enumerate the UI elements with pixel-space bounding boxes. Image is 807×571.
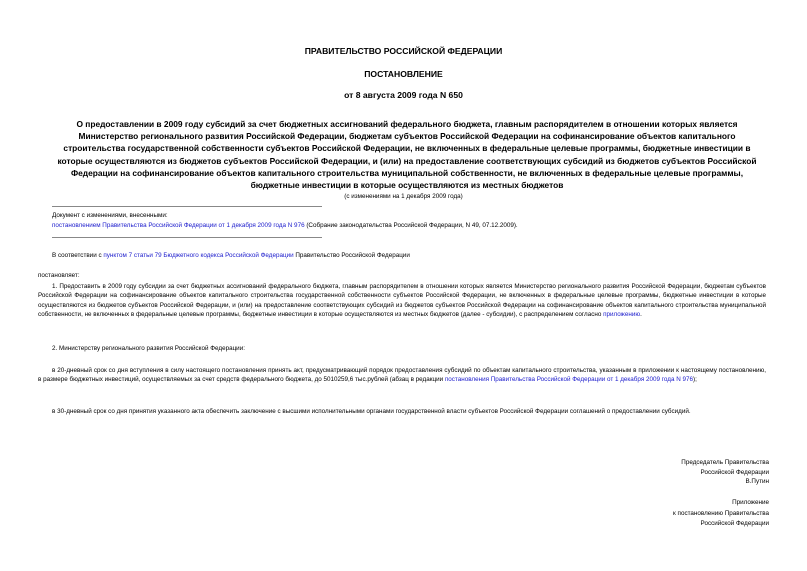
revision-note: (с изменениями на 1 декабря 2009 года): [344, 193, 463, 200]
item-2a-end: );: [693, 376, 697, 384]
appendix-heading: Приложение: [732, 499, 769, 506]
signature-block: [681, 458, 769, 487]
document-type-heading: ПОСТАНОВЛЕНИЕ: [364, 69, 443, 79]
government-heading: ПРАВИТЕЛЬСТВО РОССИЙСКОЙ ФЕДЕРАЦИИ: [304, 46, 503, 56]
document-title: О предоставлении в 2009 году субсидий за счет бюджетных ассигнований федерального бюджета, главным распорядителем в отношении которых является Министерство регионального развития Российской Федерации, бюджетам субъектов Российской Федерации на софинансирование объектов капитального строительства государственной собственности субъектов Российской Федерации, не включенных в федеральные целевые программы, бюджетные инвестиции в которые осуществляются из бюджетов субъектов Российской Федерации, и (или) на предоставление соответствующих субсидий из бюджетов субъектов Российской Федерации на софинансирование объектов капитального строительства муниципальной собственности, не включенных в федеральные целевые программы, бюджетные инвестиции в которые осуществляются из местных бюджетов: [57, 119, 757, 191]
signature-country: Российской Федерации: [700, 468, 769, 476]
signature-name: В.Путин: [745, 478, 769, 485]
divider-top: [52, 206, 322, 207]
appendix-link[interactable]: приложению: [603, 310, 641, 318]
resolves-label: постановляет:: [38, 272, 80, 279]
amendment-source: (Собрание законодательства Российской Федерации, N 49, 07.12.2009).: [304, 222, 518, 229]
budget-code-link[interactable]: пунктом 7 статьи 79 Бюджетного кодекса Российской Федерации: [103, 252, 294, 259]
amendments-entry: [52, 221, 762, 230]
amendment-link-2[interactable]: постановления Правительства Российской Федерации от 1 декабря 2009 года N 976: [444, 376, 694, 384]
preamble: [52, 251, 762, 260]
signature-title: Председатель Правительства: [681, 459, 769, 466]
item-1-text: 1. Предоставить в 2009 году субсидии за счет бюджетных ассигнований федерального бюджета, главным распорядителем в отношении которых является Министерство регионального развития Российской Федерации, бюджетам субъектов Российской Федерации на софинансирование объектов капитального строительства государственной собственности субъектов Российской Федерации, не включенных в федеральные целевые программы, бюджетные инвестиции в которые осуществляются из бюджетов субъектов Российской Федерации, и (или) на предоставление соответствующих субсидий из бюджетов субъектов Российской Федерации на софинансирование объектов капитального строительства муниципальной собственности, не включенных в федеральные целевые программы, бюджетные инвестиции в которые осуществляются из местных бюджетов (далее - субсидии), с распределением согласно: [38, 283, 766, 318]
document-date-number: от 8 августа 2009 года N 650: [344, 90, 463, 100]
appendix-block: [673, 498, 769, 530]
item-2a: [38, 366, 766, 385]
divider-bottom: [52, 237, 322, 238]
appendix-country: Российской Федерации: [700, 520, 769, 527]
amendments-label: Документ с изменениями, внесенными:: [52, 212, 168, 219]
preamble-suffix: Правительство Российской Федерации: [293, 252, 410, 259]
appendix-ref: к постановлению Правительства: [673, 509, 769, 517]
item-1-end: .: [640, 310, 642, 318]
preamble-prefix: В соответствии с: [52, 252, 104, 259]
item-2b: в 30-дневный срок со дня принятия указанного акта обеспечить заключение с высшими исполнительными органами государственной власти субъектов Российской Федерации соглашений о предоставлении субсидий.: [52, 408, 691, 415]
amendment-link[interactable]: постановлением Правительства Российской Федерации от 1 декабря 2009 года N 976: [52, 222, 305, 229]
item-1: [38, 282, 766, 319]
item-2: 2. Министерству регионального развития Российской Федерации:: [52, 345, 245, 352]
item-2a-text: в 20-дневный срок со дня вступления в силу настоящего постановления принять акт, предусматривающий порядок предоставления субсидий по объектам капитального строительства, указанным в приложении к настоящему постановлению, в размере бюджетных инвестиций, осуществляемых за счет средств федерального бюджета, до 5010259,6 тыс.рублей (абзац в редакции: [38, 367, 766, 384]
